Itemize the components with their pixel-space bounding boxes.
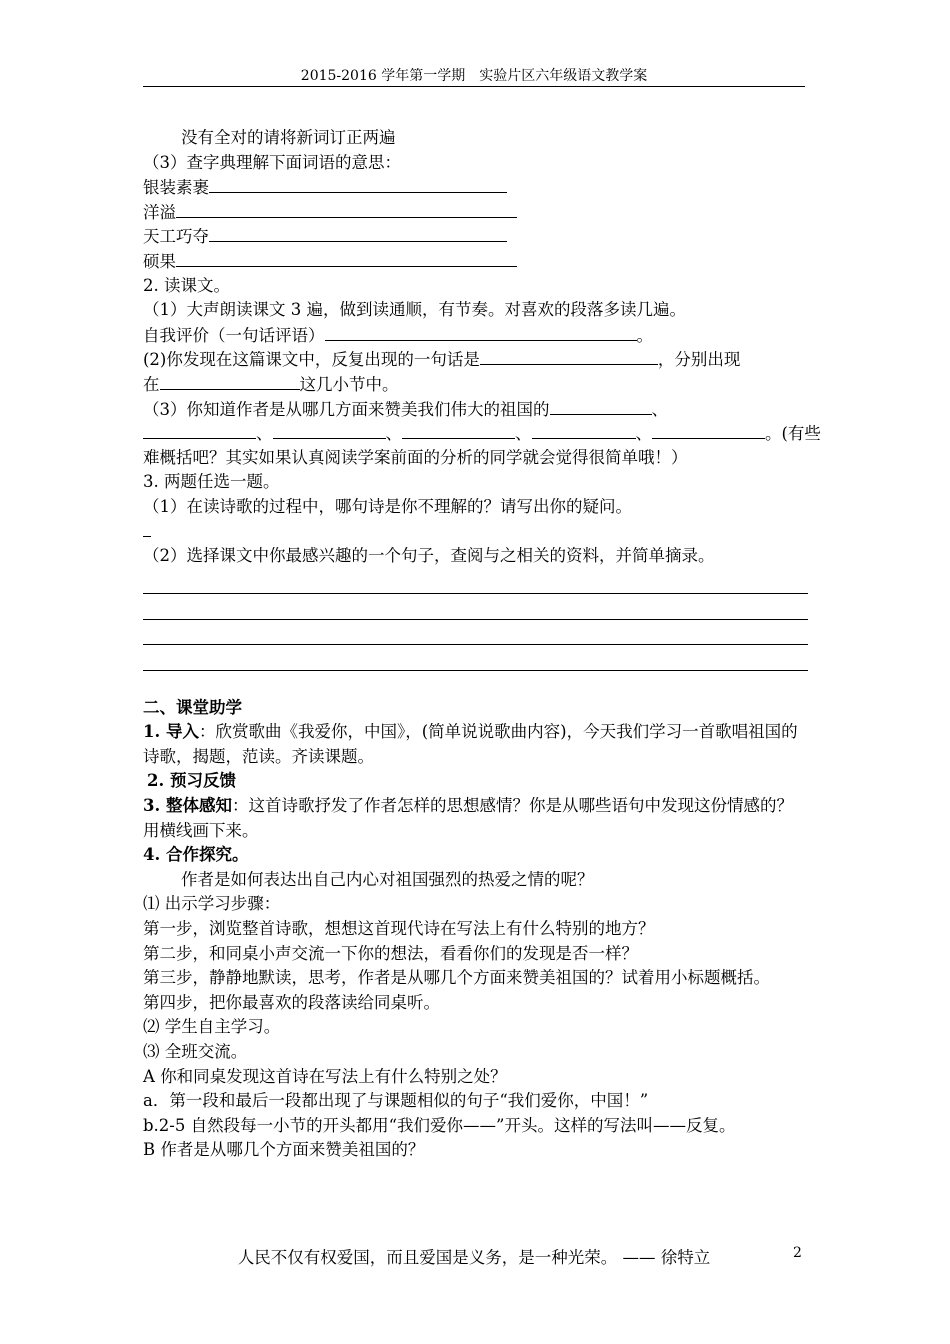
instruction-line: 没有全对的请将新词订正两遍	[181, 128, 396, 147]
paragraph: b.2-5 自然段每一小节的开头都用“我们爱你——”开头。这样的写法叫——反复。	[143, 1115, 736, 1135]
step-label: 4. 合作探究。	[143, 845, 249, 865]
answer-blank[interactable]	[160, 372, 300, 390]
answer-blank[interactable]	[480, 347, 658, 365]
question-text: 。(有些	[765, 424, 821, 444]
self-evaluation-label: 自我评价（一句话评语）	[143, 325, 325, 345]
page-header: 2015-2016 学年第一学期 实验片区六年级语文教学案	[300, 68, 648, 84]
paragraph: 第四步，把你最喜欢的段落读给同桌听。	[143, 992, 440, 1012]
step-text: ：这首诗歌抒发了作者怎样的思想感情？你是从哪些语句中发现这份情感的？用横线画下来。	[143, 796, 793, 840]
paragraph: 第三步，静静地默读，思考，作者是从哪几个方面来赞美祖国的？试着用小标题概括。	[143, 968, 770, 988]
answer-blank[interactable]	[402, 421, 515, 439]
answer-blank[interactable]	[273, 421, 386, 439]
hint-line: 难概括吧？其实如果认真阅读学案前面的分析的同学就会觉得很简单哦！）	[143, 447, 688, 467]
self-evaluation-row	[143, 323, 808, 348]
paragraph: 第二步，和同桌小声交流一下你的想法，看看你们的发现是否一样？	[143, 943, 638, 963]
choice-task: （1）在读诗歌的过程中，哪句诗是你不理解的？请写出你的疑问。	[143, 496, 632, 516]
paragraph: ⑵ 学生自主学习。	[143, 1017, 281, 1037]
reading-task: （1）大声朗读课文 3 遍，做到读通顺，有节奏。对喜欢的段落多读几遍。	[143, 300, 686, 320]
word-label: 硕果	[143, 251, 176, 271]
answer-blank[interactable]	[325, 323, 637, 341]
paragraph: 作者是如何表达出自己内心对祖国强烈的热爱之情的呢？	[181, 869, 594, 889]
separator: 、	[635, 424, 652, 444]
step-label: 3. 整体感知	[143, 796, 232, 816]
answer-blank[interactable]	[652, 421, 765, 439]
answer-blank[interactable]	[176, 249, 517, 267]
writing-line[interactable]	[143, 645, 808, 671]
question-text: （3）你知道作者是从哪几方面来赞美我们伟大的祖国的	[143, 399, 550, 419]
question-text: ，分别出现	[657, 350, 741, 370]
page-number: 2	[793, 1245, 802, 1261]
answer-blank[interactable]	[209, 175, 507, 193]
word-definition-row	[143, 224, 808, 249]
repeated-sentence-row	[143, 347, 808, 372]
word-label: 银装素裹	[143, 178, 209, 198]
word-label: 洋溢	[143, 202, 176, 222]
answer-blank[interactable]	[532, 421, 636, 439]
answer-blank[interactable]	[176, 200, 517, 218]
writing-line[interactable]	[143, 594, 808, 620]
section-heading: 2. 读课文。	[143, 275, 230, 295]
footer-quote: 人民不仅有权爱国，而且爱国是义务，是一种光荣。 —— 徐特立	[237, 1248, 711, 1267]
question-text: (2)你发现在这篇课文中，反复出现的一句话是	[143, 350, 480, 370]
separator: 、	[385, 424, 402, 444]
answer-blank[interactable]	[143, 522, 151, 537]
praise-aspects-row	[143, 397, 808, 422]
section-title: 二、课堂助学	[143, 697, 242, 717]
writing-line[interactable]	[143, 620, 808, 646]
paragraph: 第一步，浏览整首诗歌，想想这首现代诗在写法上有什么特别的地方？	[143, 919, 655, 938]
step-label: 1. 导入	[143, 722, 199, 742]
word-label: 天工巧夺	[143, 227, 209, 247]
word-definition-row	[143, 175, 808, 200]
section-heading: 3. 两题任选一题。	[143, 472, 280, 492]
paragraph: ⑴ 出示学习步骤：	[143, 894, 281, 914]
paragraph: A 你和同桌发现这首诗在写法上有什么特别之处？	[143, 1066, 507, 1086]
word-definition-row	[143, 249, 808, 274]
paragraph	[143, 720, 808, 769]
repeated-sentence-row	[143, 372, 808, 397]
answer-blank[interactable]	[143, 421, 256, 439]
header-rule	[143, 86, 805, 87]
step-text: ：欣赏歌曲《我爱你，中国》，(简单说说歌曲内容)，今天我们学习一首歌唱祖国的诗歌，揭题，范读。齐读课题。	[143, 722, 798, 766]
question-text: 在	[143, 374, 160, 394]
spacer	[143, 671, 808, 696]
worksheet-body	[143, 126, 821, 1163]
separator: 、	[256, 424, 273, 444]
step-label: 2. 预习反馈	[147, 771, 236, 791]
choice-task: （2）选择课文中你最感兴趣的一个句子，查阅与之相关的资料，并简单摘录。	[143, 546, 715, 566]
short-blank-row	[143, 520, 808, 545]
separator: 、	[651, 399, 668, 419]
paragraph: ⑶ 全班交流。	[143, 1041, 248, 1061]
separator: 、	[515, 424, 532, 444]
paragraph: B 作者是从哪几个方面来赞美祖国的？	[143, 1140, 425, 1160]
praise-aspects-row	[143, 421, 821, 446]
period: 。	[636, 325, 653, 345]
question-text: 这几小节中。	[299, 374, 399, 394]
word-definition-row	[143, 200, 808, 225]
paragraph	[143, 794, 808, 843]
answer-blank[interactable]	[209, 224, 507, 242]
dictionary-task: （3）查字典理解下面词语的意思：	[143, 152, 401, 172]
answer-blank[interactable]	[550, 397, 652, 415]
paragraph: a．第一段和最后一段都出现了与课题相似的句子“我们爱你，中国！”	[143, 1091, 649, 1111]
writing-line[interactable]	[143, 569, 808, 595]
